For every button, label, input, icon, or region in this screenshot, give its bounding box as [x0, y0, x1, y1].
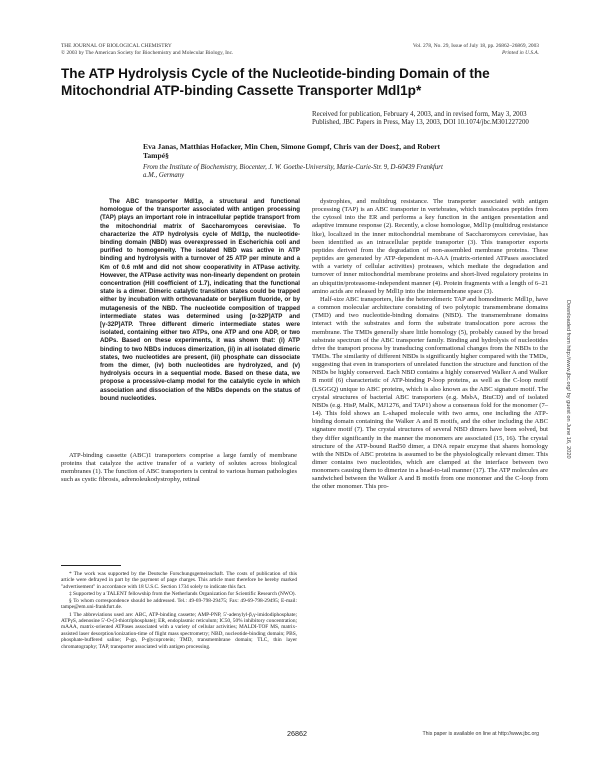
abstract: The ABC transporter Mdl1p, a structural and functional homologue of the transporter associated with antigen processing (TAP) plays an important role in intracellular peptide transport from the mitochondrial matrix of Saccharomyces cerevisiae. To characterize the ATP hydrolysis cycle of Mdl1p, the nucleotide-binding domain (NBD) was overexpressed in Escherichia coli and purified to homogeneity. The isolated NBD was active in ATP binding and hydrolysis with a turnover of 25 ATP per minute and a Km of 0.6 mM and did not show cooperativity in ATPase activity. However, the ATPase activity was non-linearly dependent on protein concentration (Hill coefficient of 1.7), indicating that the functional state is a dimer. Dimeric catalytic transition states could be trapped either by incubation with orthovanadate or beryllium fluoride, or by mutagenesis of the NBD. The nucleotide composition of trapped intermediate states was determined using [α-32P]ATP and [γ-32P]ATP. Three different dimeric intermediate states were isolated, containing either two ATPs, one ATP and one ADP, or two ADPs. Based on these experiments, it was shown that: (i) ATP binding to two NBDs induces dimerization, (ii) in all isolated dimeric states, two nucleotides are present, (iii) phosphate can dissociate from the dimer, (iv) both nucleotides are hydrolyzed, and (v) hydrolysis occurs in a sequential mode. Based on these data, we propose a processive-clamp model for the catalytic cycle in which association and dissociation of the NBDs depends on the status of bound nucleotides. [100, 198, 300, 402]
journal-header-right [319, 43, 539, 56]
footnote-funding: * The work was supported by the Deutsche Forschungsgemeinschaft. The costs of publication of this article were defrayed in part by the payment of page charges. This article must therefore be hereby marked "advertisement" in accordance with 18 U.S.C. Section 1734 solely to indicate this fact. [61, 571, 297, 590]
page-number: 26862 [287, 729, 307, 738]
author-list: Eva Janas, Matthias Hofacker, Min Chen, Simone Gompf, Chris van der Does‡, and Robert Tampé§ [143, 142, 441, 161]
intro-text: ATP-binding cassette (ABC)1 transporters comprise a large family of membrane proteins that catalyze the active transfer of a variety of solutes across biological membranes (1). The function of ABC transporters is central to various human pathologies such as cystic fibrosis, adrenoleukodystrophy, retinal [61, 452, 297, 484]
journal-name: THE JOURNAL OF BIOLOGICAL CHEMISTRY [61, 43, 172, 49]
printed-line: Printed in U.S.A. [502, 49, 539, 56]
footer-url: This paper is available on line at http://www.jbc.org [422, 731, 539, 737]
footnote-correspondence: § To whom correspondence should be addressed. Tel.: 49-69-798-29475; Fax: 49-69-798-29495; E-mail: tampe@em.uni-frankfurt.de. [61, 598, 297, 611]
author-affiliation: From the Institute of Biochemistry, Biocenter, J. W. Goethe-University, Marie-Curie-Str. 9, D-60439 Frankfurt a.M., Germany [143, 164, 443, 180]
received-dates: Received for publication, February 4, 2003, and in revised form, May 3, 2003 Published, JBC Papers in Press, May 13, 2003, DOI 10.1074/jbc.M301227200 [312, 111, 529, 127]
copyright-line: © 2003 by The American Society for Biochemistry and Molecular Biology, Inc. [61, 49, 234, 56]
footnote-divider [61, 565, 121, 566]
footnote-abbreviations: 1 The abbreviations used are: ABC, ATP-binding cassette; AMP-PNP, 5′-adenylyl-β,γ-imidodiphosphate; ATPγS, adenosine 5′-O-(3-thiotriphosphate); ER, endoplasmic reticulum; IC50, 50% inhibitory concentration; mAAA, matrix-oriented ATPases associated with a variety of cellular activities; MALDI-TOF MS, matrix-assisted laser desorption/ionization-time of flight mass spectrometry; NBD, nucleotide-binding domain; PBS, phosphate-buffered saline; P-gp, P-glycoprotein; TMD, transmembrane domain; TLC, thin layer chromatography; TAP, transporter associated with antigen processing. [61, 611, 297, 650]
download-watermark: Downloaded from http://www.jbc.org/ by guest on June 16, 2020 [565, 300, 571, 459]
volume-line: Vol. 278, No. 29, Issue of July 18, pp. 26862–26869, 2003 [412, 43, 539, 49]
intro-paragraph-left [61, 452, 297, 485]
footnote-fellowship: ‡ Supported by a TALENT fellowship from the Netherlands Organization for Scientific Research (NWO). [69, 590, 296, 597]
journal-header-left [61, 43, 301, 56]
article-title: The ATP Hydrolysis Cycle of the Nucleotide-binding Domain of the Mitochondrial ATP-binding Cassette Transporter Mdl1p* [61, 66, 490, 98]
body-right-column [312, 198, 548, 492]
body-paragraph-1: dystrophies, and multidrug resistance. The transporter associated with antigen processing (TAP) is an ABC transporter in vertebrates, which translocates peptides from the cytosol into the ER and performs a key function in the antigen presentation and adaptive immune response (2). Recently, a close homologue, Mdl1p (multidrug resistance like), localized in the inner mitochondrial membrane of Saccharomyces cerevisiae, has been identified as an intracellular peptide transporter (3). This transporter exports peptides derived from the degradation of non-assembled membrane proteins. These peptides are generated by ATP-dependent m-AAA (matrix-oriented ATPases associated with a variety of cellular activities) proteases, which mediate the degradation and turnover of inner mitochondrial membrane proteins and short-lived regulatory proteins in an ubiquitin/proteasome-independent manner (4). Protein fragments with a length of 6–21 amino acids are released by Mdl1p into the intermembrane space (3). [312, 198, 548, 295]
body-paragraph-2: Half-size ABC transporters, like the heterodimeric TAP and homodimeric Mdl1p, have a common molecular architecture consisting of two polytopic transmembrane domains (TMD) and two nucleotide-binding domains (NBD). The transmembrane domains interact with the substrates and form the substrate translocation pore across the membrane. The TMDs generally share little homology (5), probably caused by the broad substrate spectrum of the ABC transporter family. Binding and hydrolysis of nucleotides drive the transport process by transducing conformational changes from the NBDs to the TMDs. The similarity of different NBDs is significantly higher compared with the TMDs, suggesting that even in transporters of unrelated function the structure and function of the NBDs be highly conserved. Each NBD contains a highly conserved Walker A and Walker B motif (6) characteristic of ATP-binding P-loop proteins, as well as the C-loop motif (LSGGQ) unique to ABC proteins, which is also known as the ABC signature motif. The crystal structures of bacterial ABC transporters (e.g. MsbA, BtuCD) and of isolated NBDs (e.g. HisP, MalK, MJ1276, and TAP1) show a consensus fold for the monomer (7–14). This fold shows an L-shaped molecule with two arms, one including the ATP-binding domain containing the Walker A and B motifs, and the other including the ABC signature motif (7). The crystal structures of several NBD dimers have been solved, but they differ significantly in the manner the monomers are associated (15, 16). The crystal structure of the ATP-bound Rad50 dimer, a DNA repair enzyme that shares homology with the NBDs of ABC proteins is assumed to be the physiologically relevant dimer. This dimer contains two nucleotides, which are clamped at the interface between two monomers causing them to dimerize in a head-to-tail manner (17). The ATP molecules are sandwiched between the Walker A and B motifs from one monomer and the C-loop from the other monomer. This pro- [312, 295, 548, 491]
footnotes [61, 571, 297, 651]
